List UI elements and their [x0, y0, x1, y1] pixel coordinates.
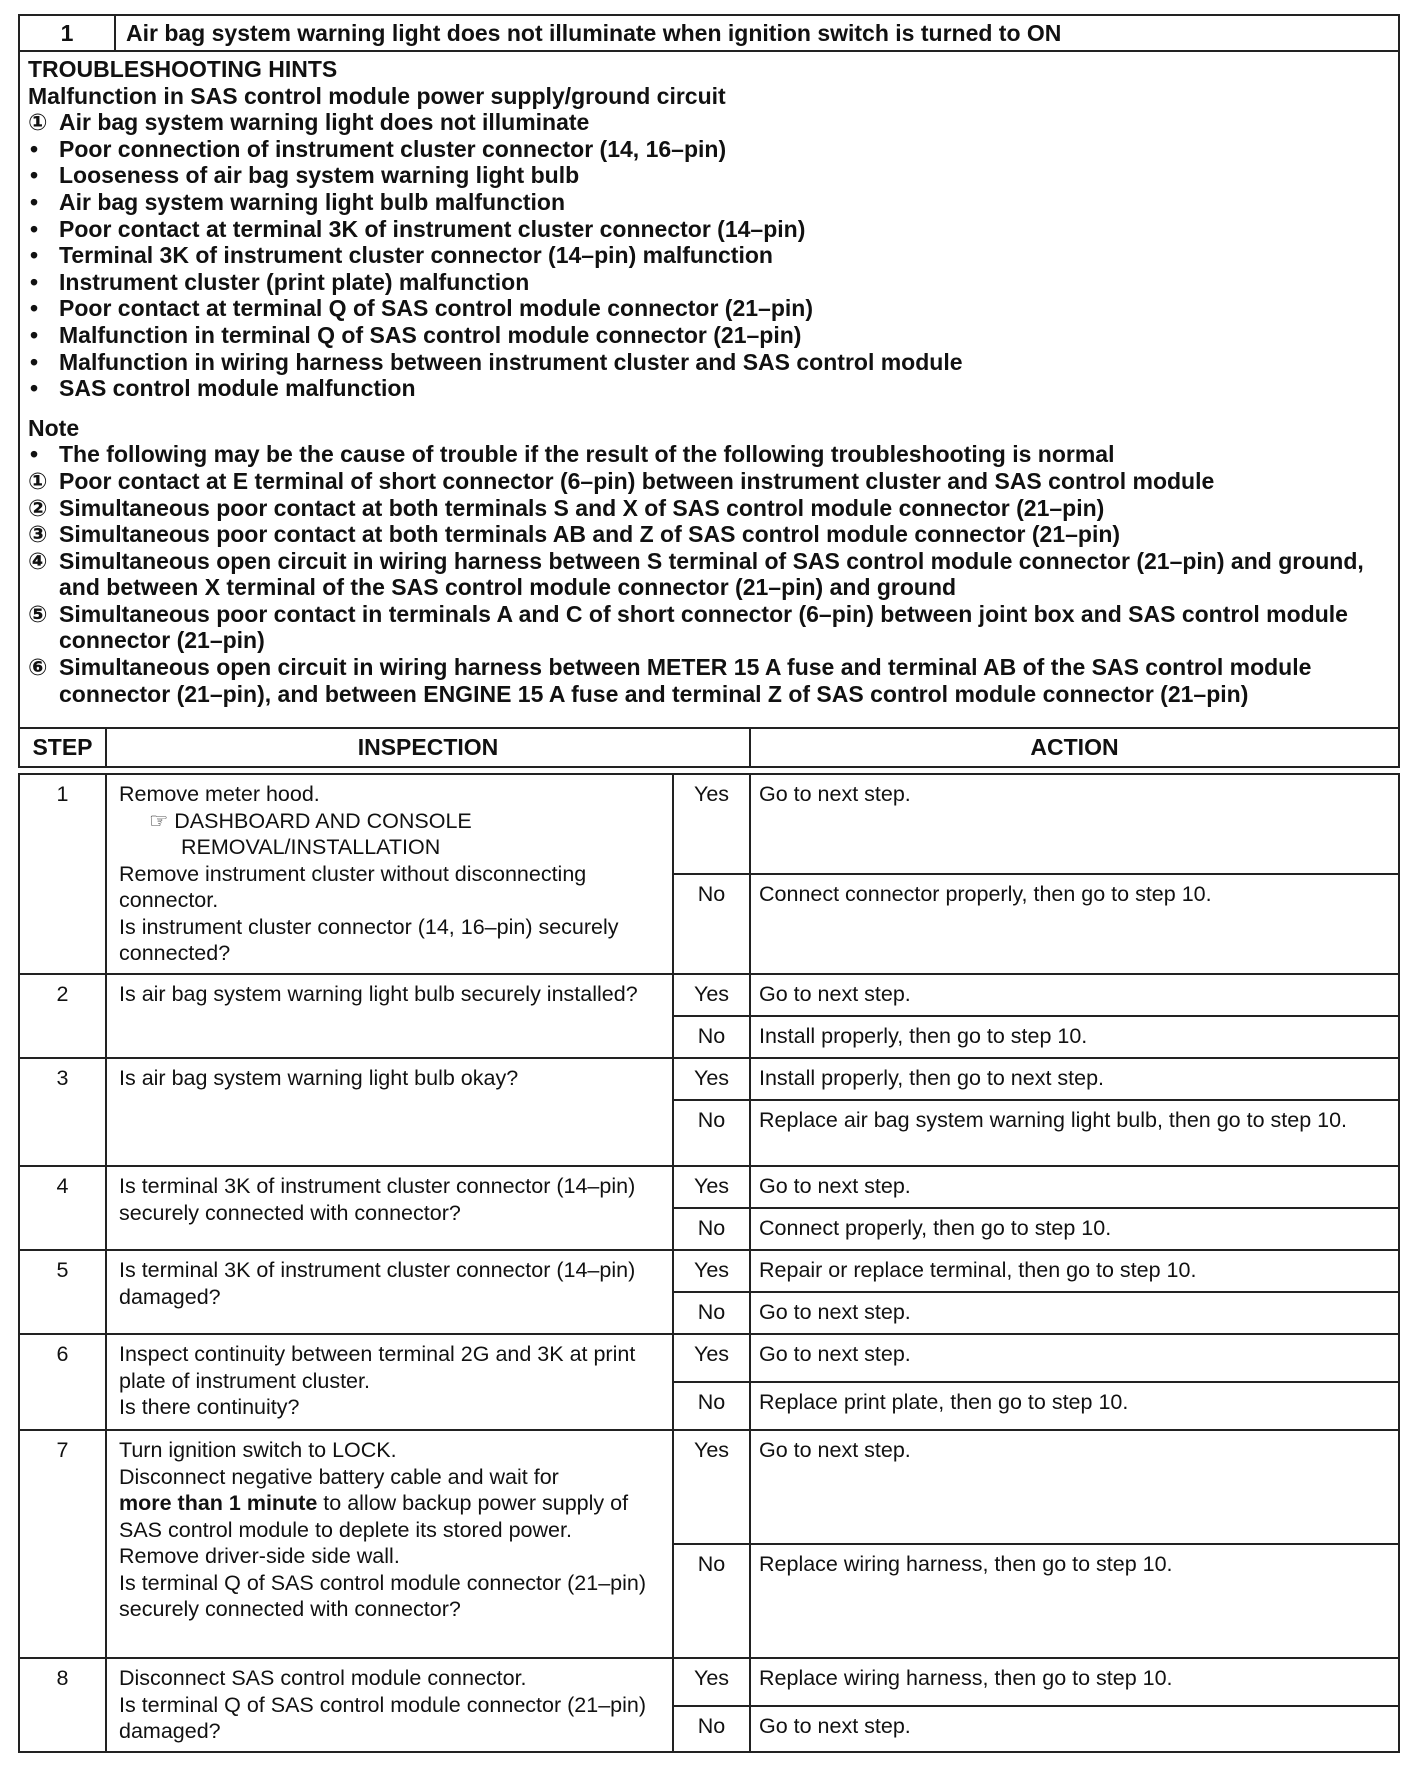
no-label: No	[673, 1544, 750, 1658]
no-action: Connect connector properly, then go to step 10.	[750, 874, 1399, 974]
hint-item: • Malfunction in terminal Q of SAS control module connector (21–pin)	[28, 322, 1392, 349]
step-row	[19, 1250, 1399, 1292]
step-inspection: Is air bag system warning light bulb securely installed?	[106, 974, 673, 1058]
steps-table	[18, 727, 1400, 768]
hints-section	[19, 51, 1399, 728]
yes-label: Yes	[673, 774, 750, 874]
procedure-header	[18, 14, 1400, 729]
hint-item: • Air bag system warning light bulb malfunction	[28, 189, 1392, 216]
yes-action: Replace wiring harness, then go to step 10.	[750, 1658, 1399, 1706]
note-item: ⑤ Simultaneous poor contact in terminals A and C of short connector (6–pin) between joint box and SAS control module connector (21–pin)	[28, 601, 1392, 654]
yes-action: Go to next step.	[750, 774, 1399, 874]
no-label: No	[673, 1292, 750, 1334]
step-number: 8	[19, 1658, 106, 1752]
no-action: Connect properly, then go to step 10.	[750, 1208, 1399, 1250]
col-step: STEP	[19, 728, 106, 767]
note-item: ⑥ Simultaneous open circuit in wiring harness between METER 15 A fuse and terminal AB of the SAS control module connector (21–pin), and between ENGINE 15 A fuse and terminal Z of SAS control module connector (21–pin)	[28, 654, 1392, 707]
no-action: Go to next step.	[750, 1706, 1399, 1752]
hint-item: • Looseness of air bag system warning light bulb	[28, 162, 1392, 189]
hint-item: • Instrument cluster (print plate) malfunction	[28, 269, 1392, 296]
hint-item: • Terminal 3K of instrument cluster connector (14–pin) malfunction	[28, 242, 1392, 269]
note-item: ③ Simultaneous poor contact at both terminals AB and Z of SAS control module connector (21–pin)	[28, 521, 1392, 548]
step-inspection: Is terminal 3K of instrument cluster connector (14–pin) damaged?	[106, 1250, 673, 1334]
step-number: 1	[19, 774, 106, 974]
yes-label: Yes	[673, 1058, 750, 1100]
step-number: 3	[19, 1058, 106, 1166]
yes-action: Repair or replace terminal, then go to step 10.	[750, 1250, 1399, 1292]
step-row	[19, 974, 1399, 1016]
no-label: No	[673, 1208, 750, 1250]
note-list	[28, 441, 1392, 707]
step-row	[19, 774, 1399, 874]
yes-action: Go to next step.	[750, 1166, 1399, 1208]
manual-reference: ☞ DASHBOARD AND CONSOLE	[149, 808, 472, 833]
hint-item: • Poor contact at terminal 3K of instrument cluster connector (14–pin)	[28, 216, 1392, 243]
step-row	[19, 1658, 1399, 1706]
hints-heading: TROUBLESHOOTING HINTS	[28, 56, 338, 82]
hint-item: • Malfunction in wiring harness between instrument cluster and SAS control module	[28, 349, 1392, 376]
note-item: ④ Simultaneous open circuit in wiring harness between S terminal of SAS control module connector (21–pin) and ground, and between X terminal of the SAS control module connector (21–pin) and ground	[28, 548, 1392, 601]
yes-label: Yes	[673, 1430, 750, 1544]
yes-label: Yes	[673, 974, 750, 1016]
no-label: No	[673, 1382, 750, 1430]
step-number: 7	[19, 1430, 106, 1658]
step-row	[19, 1058, 1399, 1100]
hints-list	[28, 109, 1392, 402]
step-inspection: Inspect continuity between terminal 2G and 3K at print plate of instrument cluster. Is there continuity?	[106, 1334, 673, 1430]
yes-label: Yes	[673, 1658, 750, 1706]
col-action: ACTION	[750, 728, 1399, 767]
step-inspection: Is air bag system warning light bulb okay?	[106, 1058, 673, 1166]
yes-label: Yes	[673, 1250, 750, 1292]
no-label: No	[673, 1100, 750, 1166]
hint-item: • Poor contact at terminal Q of SAS control module connector (21–pin)	[28, 295, 1392, 322]
hint-item: • Poor connection of instrument cluster connector (14, 16–pin)	[28, 136, 1392, 163]
no-action: Install properly, then go to step 10.	[750, 1016, 1399, 1058]
note-heading: Note	[28, 414, 80, 441]
no-action: Replace air bag system warning light bulb, then go to step 10.	[750, 1100, 1399, 1166]
note-item: ② Simultaneous poor contact at both terminals S and X of SAS control module connector (21–pin)	[28, 495, 1392, 522]
step-inspection: Remove meter hood. ☞ DASHBOARD AND CONSOLE REMOVAL/INSTALLATION Remove instrument cluster without disconnecting connector. Is instrument cluster connector (14, 16–pin) securely connected?	[106, 774, 673, 974]
emphasis-text: more than 1 minute	[119, 1491, 318, 1516]
no-action: Go to next step.	[750, 1292, 1399, 1334]
yes-action: Go to next step.	[750, 1430, 1399, 1544]
hint-item: • SAS control module malfunction	[28, 375, 1392, 402]
step-inspection: Turn ignition switch to LOCK. Disconnect negative battery cable and wait for more than 1 minute to allow backup power supply of SAS control module to deplete its stored power. Remove driver-side side wall. Is terminal Q of SAS control module connector (21–pin) securely connected with connector?	[106, 1430, 673, 1658]
no-label: No	[673, 1016, 750, 1058]
step-row	[19, 1166, 1399, 1208]
no-label: No	[673, 1706, 750, 1752]
step-inspection: Disconnect SAS control module connector. Is terminal Q of SAS control module connector (21–pin) damaged?	[106, 1658, 673, 1752]
hints-intro: Malfunction in SAS control module power supply/ground circuit	[28, 82, 726, 109]
step-number: 5	[19, 1250, 106, 1334]
step-inspection: Is terminal 3K of instrument cluster connector (14–pin) securely connected with connector?	[106, 1166, 673, 1250]
reference-icon: ☞	[149, 808, 169, 833]
no-action: Replace print plate, then go to step 10.	[750, 1382, 1399, 1430]
step-number: 4	[19, 1166, 106, 1250]
note-item: ① Poor contact at E terminal of short connector (6–pin) between instrument cluster and SAS control module	[28, 468, 1392, 495]
yes-label: Yes	[673, 1166, 750, 1208]
note-bullet: • The following may be the cause of trouble if the result of the following troubleshooting is normal	[28, 441, 1392, 468]
step-row	[19, 1430, 1399, 1544]
troubleshooting-page	[18, 14, 1400, 1753]
steps-table-body	[18, 773, 1400, 1753]
yes-action: Go to next step.	[750, 974, 1399, 1016]
yes-action: Go to next step.	[750, 1334, 1399, 1382]
no-label: No	[673, 874, 750, 974]
yes-label: Yes	[673, 1334, 750, 1382]
step-row	[19, 1334, 1399, 1382]
yes-action: Install properly, then go to next step.	[750, 1058, 1399, 1100]
col-inspection: INSPECTION	[106, 728, 750, 767]
no-action: Replace wiring harness, then go to step 10.	[750, 1544, 1399, 1658]
procedure-number: 1	[19, 15, 115, 51]
procedure-title: Air bag system warning light does not illuminate when ignition switch is turned to ON	[115, 15, 1399, 51]
step-number: 6	[19, 1334, 106, 1430]
hints-case: ① Air bag system warning light does not illuminate	[28, 109, 1392, 136]
step-number: 2	[19, 974, 106, 1058]
